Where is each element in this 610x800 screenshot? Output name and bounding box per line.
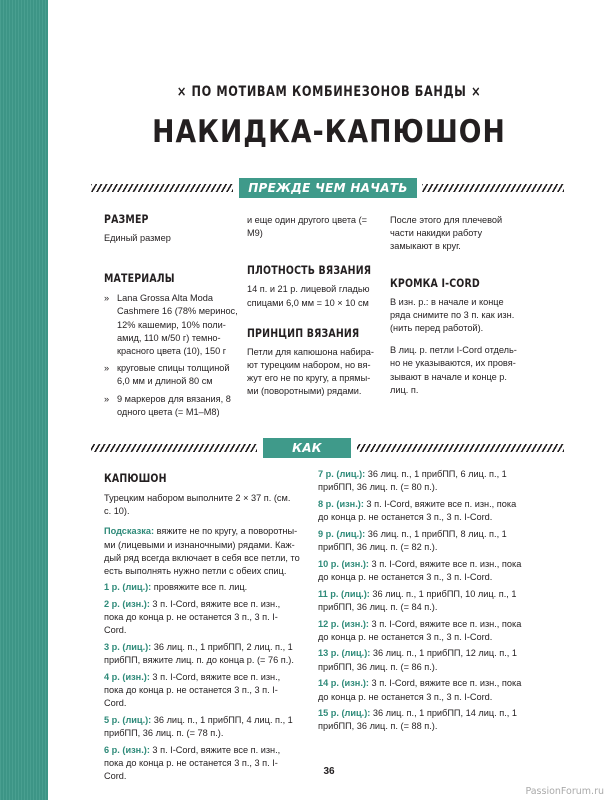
principle-heading: ПРИНЦИП ВЯЗАНИЯ: [247, 325, 360, 340]
row-text: 36 лиц. п., 1 прибПП, 2 лиц. п., 1 прибПП, вяжите лиц. п. до конца р. (= 76 п.).: [104, 642, 294, 666]
row-text: 3 п. I-Cord, вяжите все п. изн., пока до конца р. не останется 3 п., 3 п. I-Cord.: [104, 671, 281, 709]
row-label: 4 р. (изн.):: [104, 671, 150, 682]
section-bar-before: [91, 178, 564, 198]
list-item: [318, 468, 524, 494]
row-text: 3 п. I-Cord, вяжите все п. изн., пока до конца р. не останется 3 п., 3 п. I-Cord.: [104, 598, 281, 636]
icord-heading: КРОМКА I-CORD: [390, 275, 480, 290]
column-1: [104, 212, 239, 423]
row-label: 10 р. (изн.):: [318, 558, 369, 569]
hood-heading: КАПЮШОН: [104, 471, 167, 485]
row-label: 7 р. (лиц.):: [318, 469, 366, 479]
principle-continued: После этого для плечевой части накидки работу замыкают в круг.: [390, 215, 503, 252]
hatch-right: [357, 444, 564, 452]
list-item: [104, 744, 300, 784]
hatch-right: [422, 184, 564, 192]
teal-spine: [0, 0, 48, 800]
list-item: [318, 647, 524, 673]
row-text: провяжите все п. лиц.: [151, 582, 248, 593]
hatch-left: [91, 444, 257, 452]
hint-label: Подсказка:: [104, 526, 155, 537]
row-text: 3 п. I-Cord, вяжите все п. изн., пока до конца р. не останется 3 п., 3 п. I-Cord.: [104, 744, 281, 782]
row-text: 36 лиц. п., 1 прибПП, 4 лиц. п., 1 прибПП, 36 лиц. п. (= 78 п.).: [104, 715, 293, 739]
size-heading: РАЗМЕР: [104, 212, 149, 226]
hint-text: вяжите не по кругу, а поворотными (лицевыми и изнаночными) рядами. Каждый ряд всегда включает в себя все петли, то есть выполнять нужно петли с обеих спиц.: [104, 526, 300, 577]
row-label: 2 р. (изн.):: [104, 598, 150, 609]
list-item: [318, 707, 524, 733]
list-item: [104, 641, 300, 667]
column-3: [390, 214, 522, 397]
hatch-left: [91, 184, 233, 192]
row-label: 3 р. (лиц.):: [104, 642, 152, 653]
row-label: 11 р. (лиц.):: [318, 588, 370, 599]
list-item: [318, 498, 524, 524]
row-label: 1 р. (лиц.):: [104, 582, 152, 593]
hood-right-column: [318, 468, 524, 737]
icord-text-1: В изн. р.: в начале и конце ряда снимите по 3 п. как изн. (нить перед работой).: [390, 296, 515, 334]
list-item: » круговые спицы толщиной 6,0 мм и длиной 80 см: [104, 362, 239, 388]
row-text: 36 лиц. п., 1 прибПП, 6 лиц. п., 1 прибПП, 36 лиц. п. (= 80 п.).: [318, 469, 507, 493]
row-text: 36 лиц. п., 1 прибПП, 10 лиц. п., 1 прибПП, 36 лиц. п. (= 84 п.).: [318, 588, 517, 612]
list-item: [104, 671, 300, 711]
row-label: 8 р. (изн.):: [318, 498, 364, 509]
row-label: 12 р. (изн.):: [318, 618, 369, 629]
list-item: » 9 маркеров для вязания, 8 одного цвета (= M1–M8): [104, 393, 239, 419]
icord-text-2: В лиц. р. петли I-Cord отдельно не указываются, их провязывают в начале и конце р. лиц. п.: [390, 345, 517, 395]
list-item: [104, 598, 300, 638]
list-item: [318, 558, 524, 584]
principle-text: Петли для капюшона набирают турецким набором, но вяжут его не по кругу, а прямыми (поворотными) рядами.: [247, 346, 374, 397]
hint-paragraph: [104, 525, 300, 578]
list-item: » Lana Grossa Alta Moda Cashmere 16 (78% меринос, 12% кашемир, 10% полиамид, 110 м/50 г) темно-красного цвета (10), 150 г: [104, 292, 239, 358]
size-text: Единый размер: [104, 233, 171, 243]
row-text: 36 лиц. п., 1 прибПП, 8 лиц. п., 1 прибПП, 36 лиц. п. (= 82 п.).: [318, 528, 507, 553]
column-2: [247, 214, 375, 399]
hood-left-column: [104, 471, 300, 787]
list-item: [104, 581, 300, 594]
section-label-howto: КАК ВЯЗАТЬ: [263, 438, 351, 458]
materials-continued: и еще один другого цвета (= M9): [247, 215, 368, 239]
materials-heading: МАТЕРИАЛЫ: [104, 271, 175, 286]
section-label-before: ПРЕЖДЕ ЧЕМ НАЧАТЬ: [239, 178, 417, 198]
materials-list: [104, 292, 239, 419]
rows-left: [104, 581, 300, 783]
row-label: 6 р. (изн.):: [104, 744, 150, 755]
row-label: 14 р. (изн.):: [318, 678, 369, 689]
page: [48, 0, 610, 800]
gauge-text: 14 п. и 21 р. лицевой гладью спицами 6,0 мм = 10 × 10 см: [247, 284, 370, 308]
row-text: 36 лиц. п., 1 прибПП, 14 лиц. п., 1 прибПП, 36 лиц. п. (= 88 п.).: [318, 708, 518, 732]
row-text: 36 лиц. п., 1 прибПП, 12 лиц. п., 1 прибПП, 36 лиц. п. (= 86 п.).: [318, 648, 518, 672]
page-number: 36: [323, 766, 335, 777]
hood-intro: Турецким набором выполните 2 × 37 п. (см. с. 10).: [104, 493, 291, 517]
kicker: × ПО МОТИВАМ КОМБИНЕЗОНОВ БАНДЫ ×: [176, 84, 482, 100]
row-label: 5 р. (лиц.):: [104, 715, 152, 726]
row-text: 3 п. I-Cord, вяжите все п. изн., пока до конца р. не останется 3 п., 3 п. I-Cord.: [318, 678, 522, 702]
watermark: PassionForum.ru: [525, 786, 604, 797]
row-text: 3 п. I-Cord, вяжите все п. изн., пока до конца р. не останется 3 п., 3 п. I-Cord.: [318, 498, 517, 523]
list-item: [104, 714, 300, 740]
row-text: 3 п. I-Cord, вяжите все п. изн., пока до конца р. не останется 3 п., 3 п. I-Cord.: [318, 618, 522, 642]
list-item: [318, 677, 524, 703]
row-text: 3 п. I-Cord, вяжите все п. изн., пока до конца р. не останется 3 п., 3 п. I-Cord.: [318, 558, 522, 582]
row-label: 13 р. (лиц.):: [318, 648, 371, 659]
gauge-heading: ПЛОТНОСТЬ ВЯЗАНИЯ: [247, 263, 372, 278]
row-label: 9 р. (лиц.):: [318, 528, 366, 539]
page-title: НАКИДКА-КАПЮШОН: [152, 114, 506, 150]
list-item: [318, 528, 524, 554]
list-item: [318, 618, 524, 644]
row-label: 15 р. (лиц.):: [318, 708, 371, 719]
list-item: [318, 588, 524, 614]
